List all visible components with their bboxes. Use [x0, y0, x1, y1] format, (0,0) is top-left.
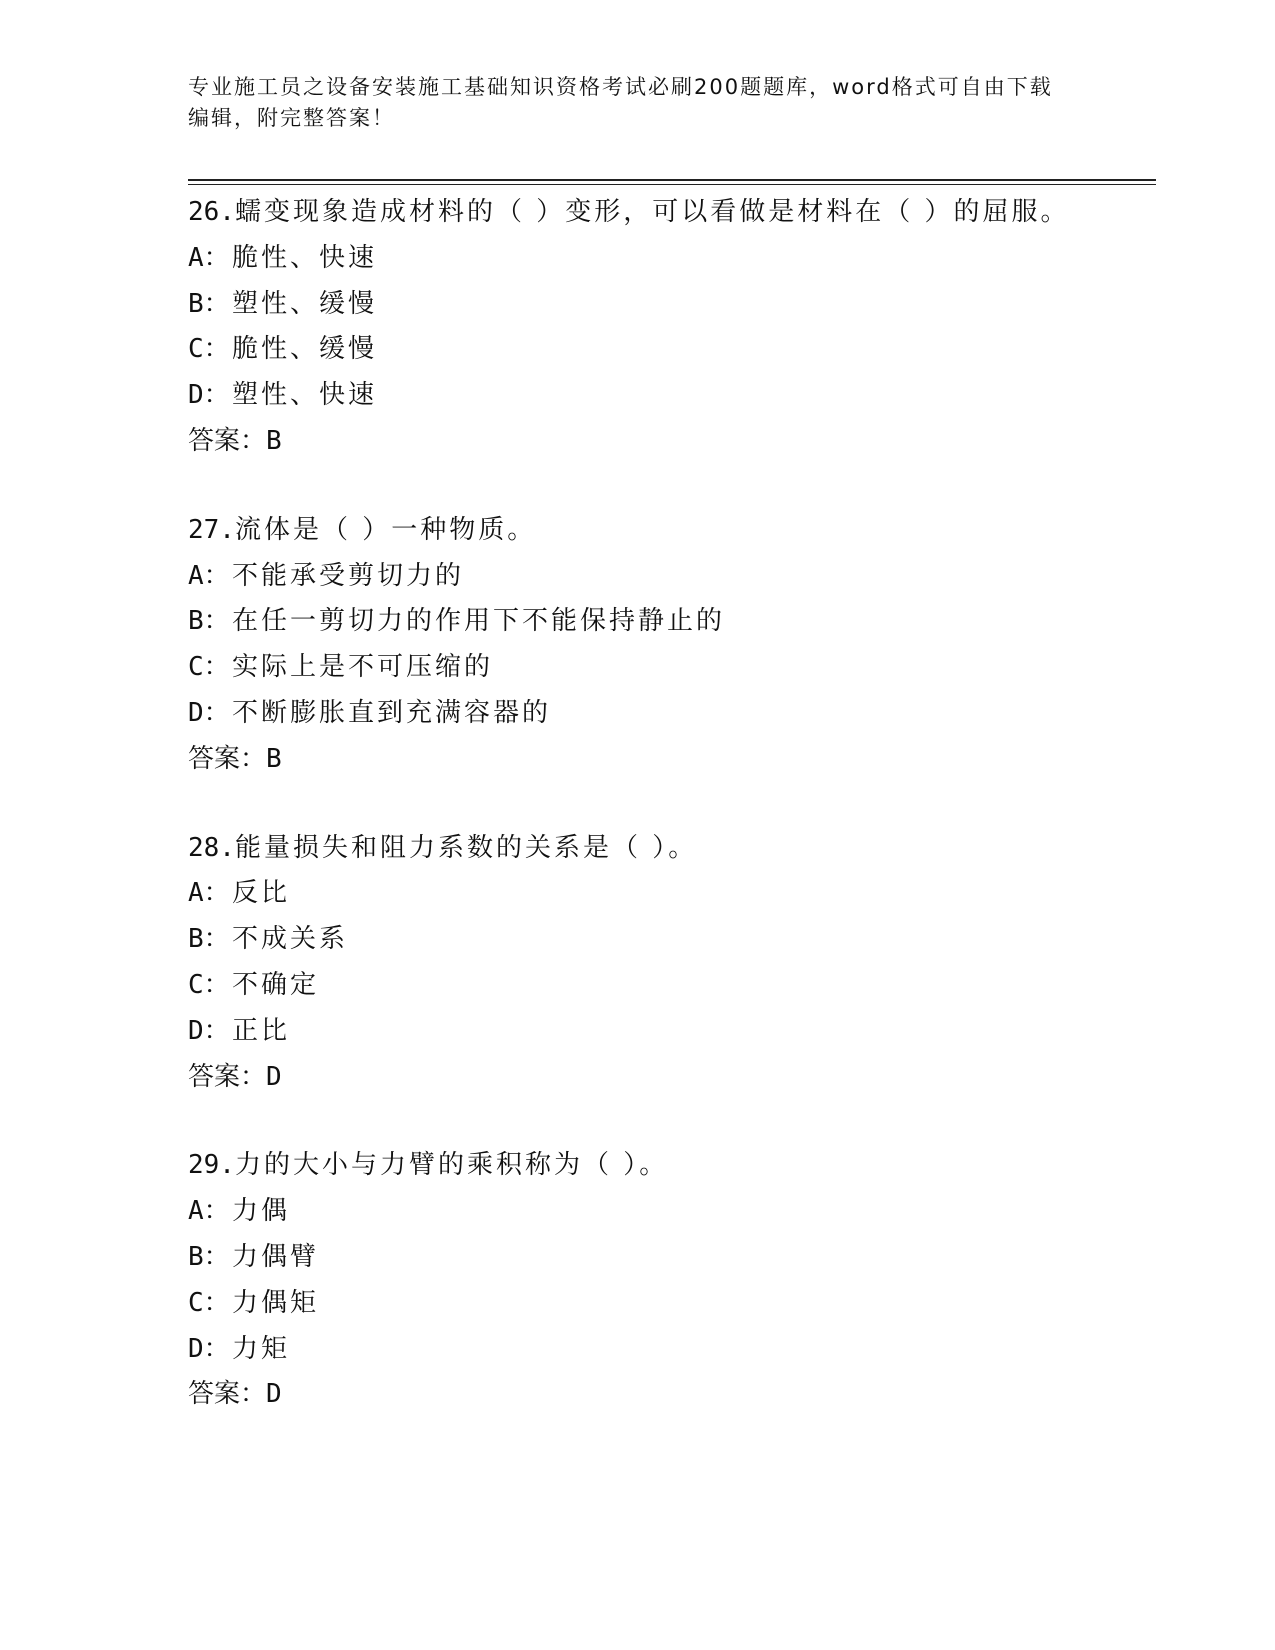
option-a: [188, 1189, 1148, 1235]
header-divider: [188, 179, 1156, 185]
option-text: 不确定: [232, 969, 320, 1000]
option-letter: D：: [188, 380, 230, 411]
answer-label: 答案：: [188, 425, 267, 456]
question-28: [188, 826, 1148, 1101]
option-text: 力偶臂: [232, 1241, 320, 1272]
answer-label: 答案：: [188, 1061, 267, 1092]
question-text: 力的大小与力臂的乘积称为（ ）。: [234, 1150, 669, 1181]
question-29: [188, 1143, 1148, 1418]
answer-line: [188, 1372, 1148, 1418]
option-letter: C：: [188, 652, 230, 683]
option-letter: B：: [188, 924, 230, 955]
answer-line: [188, 419, 1148, 465]
option-letter: D：: [188, 697, 230, 728]
option-text: 塑性、缓慢: [232, 288, 378, 319]
option-letter: C：: [188, 969, 230, 1000]
question-27: [188, 508, 1148, 783]
option-letter: D：: [188, 1333, 230, 1364]
answer-line: [188, 1055, 1148, 1101]
option-text: 不成关系: [232, 924, 349, 955]
option-text: 力偶: [232, 1196, 291, 1227]
option-letter: A：: [188, 1196, 230, 1227]
option-d: [188, 1009, 1148, 1055]
option-c: [188, 645, 1148, 691]
question-text: 能量损失和阻力系数的关系是（ ）。: [234, 832, 698, 863]
question-list: [188, 190, 1148, 1461]
option-d: [188, 373, 1148, 419]
question-stem: [188, 190, 1148, 236]
question-number: 26.: [188, 197, 235, 227]
option-c: [188, 327, 1148, 373]
answer-value: D: [266, 1379, 282, 1410]
answer-label: 答案：: [188, 1379, 267, 1410]
answer-value: B: [266, 425, 282, 456]
option-text: 力矩: [232, 1333, 291, 1364]
option-letter: D：: [188, 1015, 230, 1046]
question-stem: [188, 508, 1148, 554]
option-b: [188, 599, 1148, 645]
option-text: 脆性、快速: [232, 242, 378, 273]
option-a: [188, 871, 1148, 917]
option-text: 实际上是不可压缩的: [232, 652, 494, 683]
answer-line: [188, 737, 1148, 783]
option-letter: C：: [188, 334, 230, 365]
option-letter: B：: [188, 606, 230, 637]
answer-value: B: [266, 743, 282, 774]
question-stem: [188, 1143, 1148, 1189]
option-d: [188, 1327, 1148, 1373]
option-text: 塑性、快速: [232, 380, 378, 411]
question-number: 29.: [188, 1150, 235, 1181]
question-number: 27.: [188, 514, 235, 545]
option-text: 在任一剪切力的作用下不能保持静止的: [232, 606, 726, 637]
option-a: [188, 554, 1148, 600]
answer-value: D: [266, 1061, 282, 1092]
option-d: [188, 691, 1148, 737]
option-b: [188, 1235, 1148, 1281]
question-stem: [188, 826, 1148, 872]
option-text: 脆性、缓慢: [232, 334, 378, 365]
option-text: 力偶矩: [232, 1287, 320, 1318]
option-b: [188, 282, 1148, 328]
option-letter: A：: [188, 878, 230, 909]
document-header: 专业施工员之设备安装施工基础知识资格考试必刷200题题库，word格式可自由下载编辑，附完整答案！: [188, 75, 1053, 130]
option-text: 不断膨胀直到充满容器的: [232, 697, 552, 728]
option-letter: C：: [188, 1287, 230, 1318]
option-letter: A：: [188, 560, 230, 591]
answer-label: 答案：: [188, 743, 267, 774]
question-26: [188, 190, 1148, 465]
option-text: 不能承受剪切力的: [232, 560, 465, 591]
question-text: 流体是（ ）一种物质。: [234, 514, 537, 545]
option-letter: A：: [188, 242, 230, 273]
option-a: [188, 236, 1148, 282]
option-c: [188, 1281, 1148, 1327]
question-text: 蠕变现象造成材料的（ ）变形，可以看做是材料在（ ）的屈服。: [234, 197, 1070, 227]
option-b: [188, 917, 1148, 963]
option-c: [188, 963, 1148, 1009]
option-letter: B：: [188, 288, 230, 319]
option-text: 反比: [232, 878, 291, 909]
option-text: 正比: [232, 1015, 291, 1046]
option-letter: B：: [188, 1241, 230, 1272]
question-number: 28.: [188, 832, 235, 863]
